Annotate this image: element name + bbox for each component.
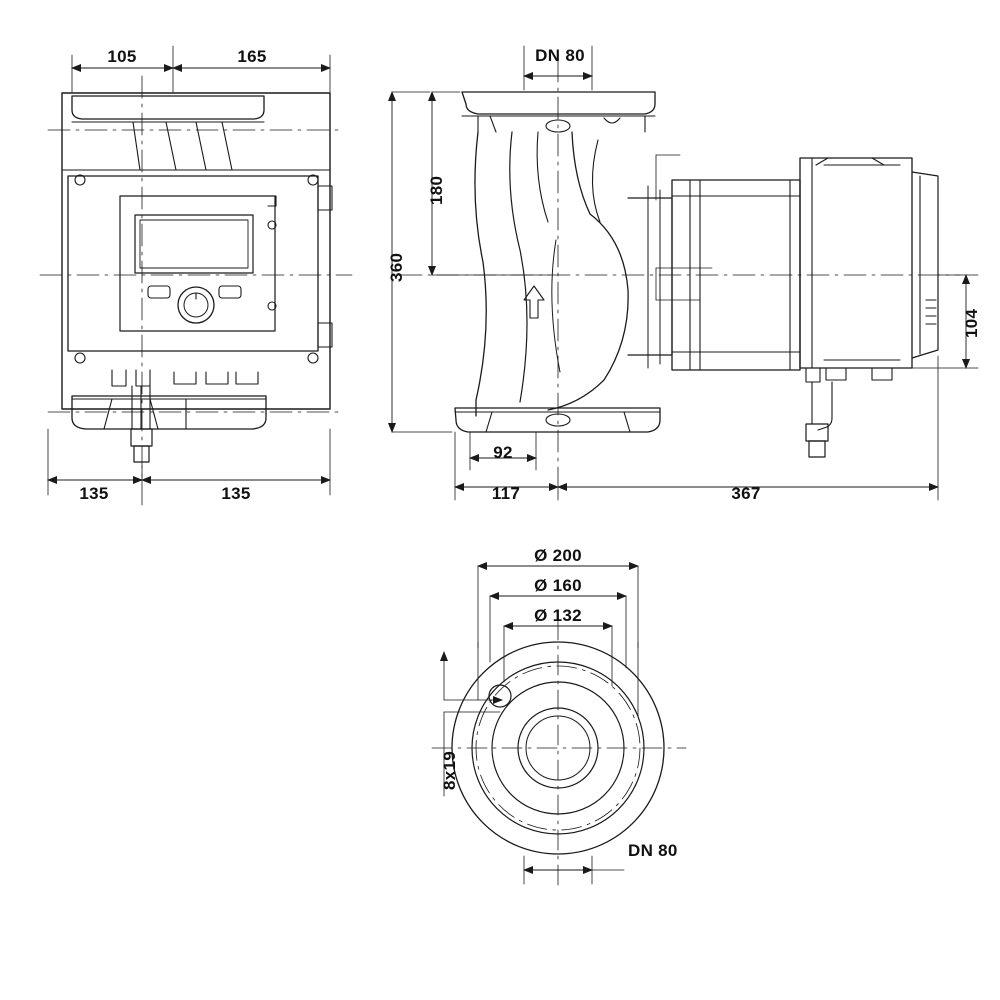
front-view-geometry	[62, 93, 332, 462]
dim-side-dn80: DN 80	[535, 46, 585, 65]
dim-side-104: 104	[962, 308, 981, 338]
front-view-dimensions	[48, 46, 330, 505]
dim-front-top-right: 165	[237, 47, 267, 66]
front-view-centerlines	[40, 76, 352, 480]
dim-flange-outer: Ø 200	[534, 546, 582, 565]
dim-flange-inner: Ø 132	[534, 606, 582, 625]
side-view-geometry	[455, 92, 938, 457]
dim-side-92: 92	[493, 443, 513, 462]
dim-front-bottom-right: 135	[221, 484, 251, 503]
dim-flange-holes: 8x19	[440, 750, 459, 790]
dim-flange-dn80: DN 80	[628, 841, 678, 860]
dim-side-180: 180	[427, 175, 446, 205]
dim-side-117: 117	[491, 484, 521, 503]
dim-front-bottom-left: 135	[79, 484, 109, 503]
dim-side-367: 367	[731, 484, 761, 503]
dim-front-top-left: 105	[107, 47, 137, 66]
dim-side-360: 360	[387, 252, 406, 282]
dim-flange-bolt-circle: Ø 160	[534, 576, 582, 595]
